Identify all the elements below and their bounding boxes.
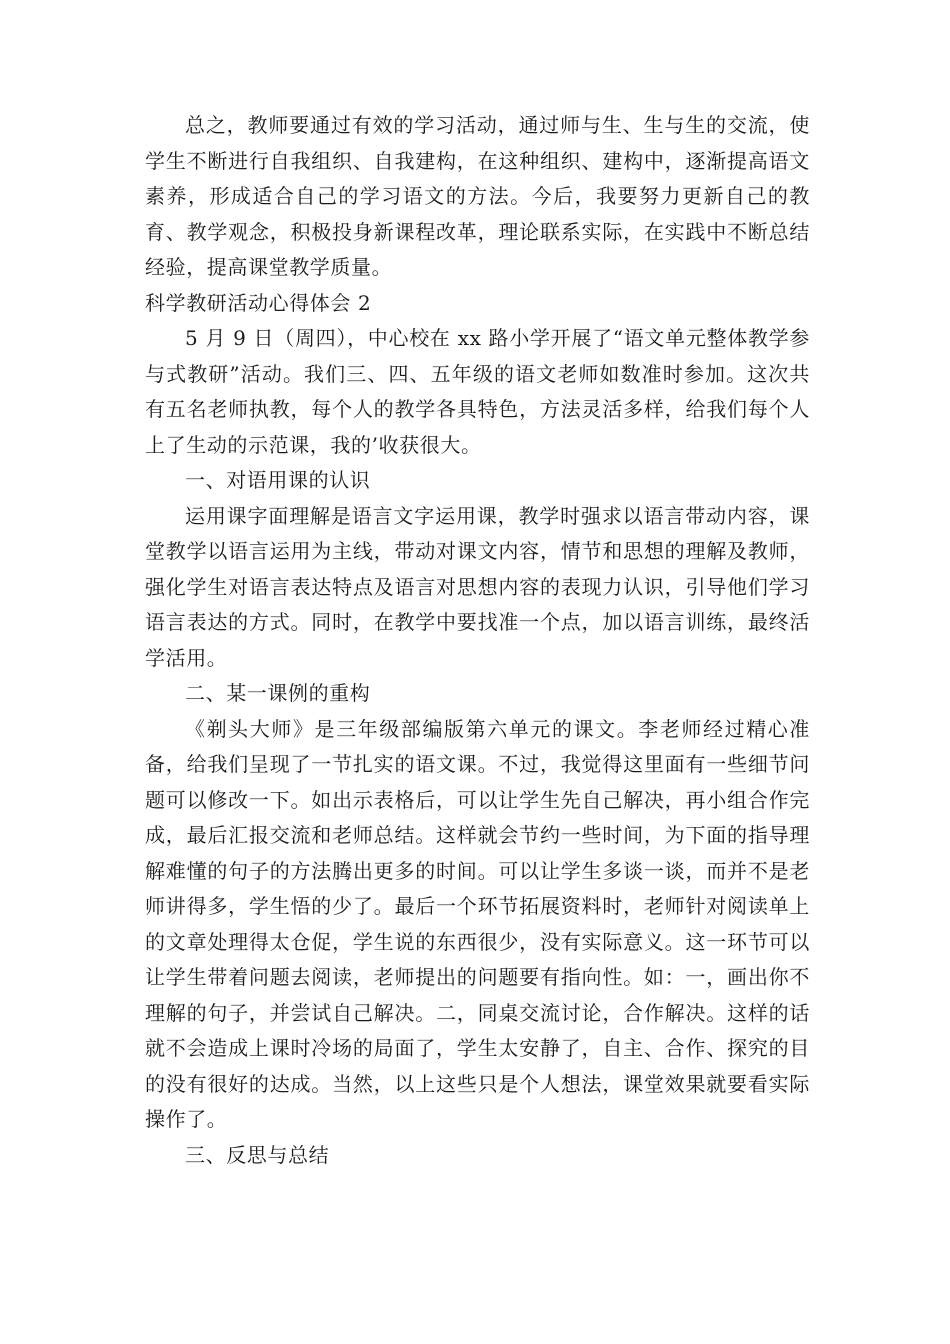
conclusion-paragraph: 总之，教师要通过有效的学习活动，通过师与生、生与生的交流，使学生不断进行自我组织、自我建构，在这种组织、建构中，逐渐提高语文素养，形成适合自己的学习语文的方法。今后，我要努力更新自己的教育、教学观念，积极投身新课程改革，理论联系实际，在实践中不断总结经验，提高课堂教学质量。 bbox=[145, 113, 810, 279]
document-page bbox=[145, 108, 810, 1173]
section-heading-1: 一、对语用课的认识 bbox=[185, 468, 371, 492]
section-1-paragraph: 运用课字面理解是语言文字运用课，教学时强求以语言带动内容，课堂教学以语言运用为主线，带动对课文内容，情节和思想的理解及教师，强化学生对语言表达特点及语言对思想内容的表现力认识，引导他们学习语言表达的方式。同时，在教学中要找准一个点，加以语言训练，最终活学活用。 bbox=[145, 503, 810, 670]
section-2-paragraph: 《剃头大师》是三年级部编版第六单元的课文。李老师经过精心准备，给我们呈现了一节扎实的语文课。不过，我觉得这里面有一些细节问题可以修改一下。如出示表格后，可以让学生先自己解决，再小组合作完成，最后汇报交流和老师总结。这样就会节约一些时间，为下面的指导理解难懂的句子的方法腾出更多的时间。可以让学生多谈一谈，而并不是老师讲得多，学生悟的少了。最后一个环节拓展资料时，老师针对阅读单上的文章处理得太仓促，学生说的东西很少，没有实际意义。这一环节可以让学生带着问题去阅读，老师提出的问题要有指向性。如：一，画出你不理解的句子，并尝试自己解决。二，同桌交流讨论，合作解决。这样的话就不会造成上课时冷场的局面了，学生太安静了，自主、合作、探究的目的没有很好的达成。当然，以上这些只是个人想法，课堂效果就要看实际操作了。 bbox=[145, 716, 810, 1131]
article-title: 科学教研活动心得体会 2 bbox=[145, 290, 372, 315]
section-heading-3: 三、反思与总结 bbox=[185, 1142, 330, 1167]
intro-paragraph: 5 月 9 日（周四），中心校在 xx 路小学开展了“语文单元整体教学参与式教研”活动。我们三、四、五年级的语文老师如数准时参加。这次共有五名老师执教，每个人的教学各具特色，方法灵活多样，给我们每个人上了生动的示范课，我的’收获很大。 bbox=[145, 326, 810, 457]
section-heading-2: 二、某一课例的重构 bbox=[185, 681, 371, 705]
